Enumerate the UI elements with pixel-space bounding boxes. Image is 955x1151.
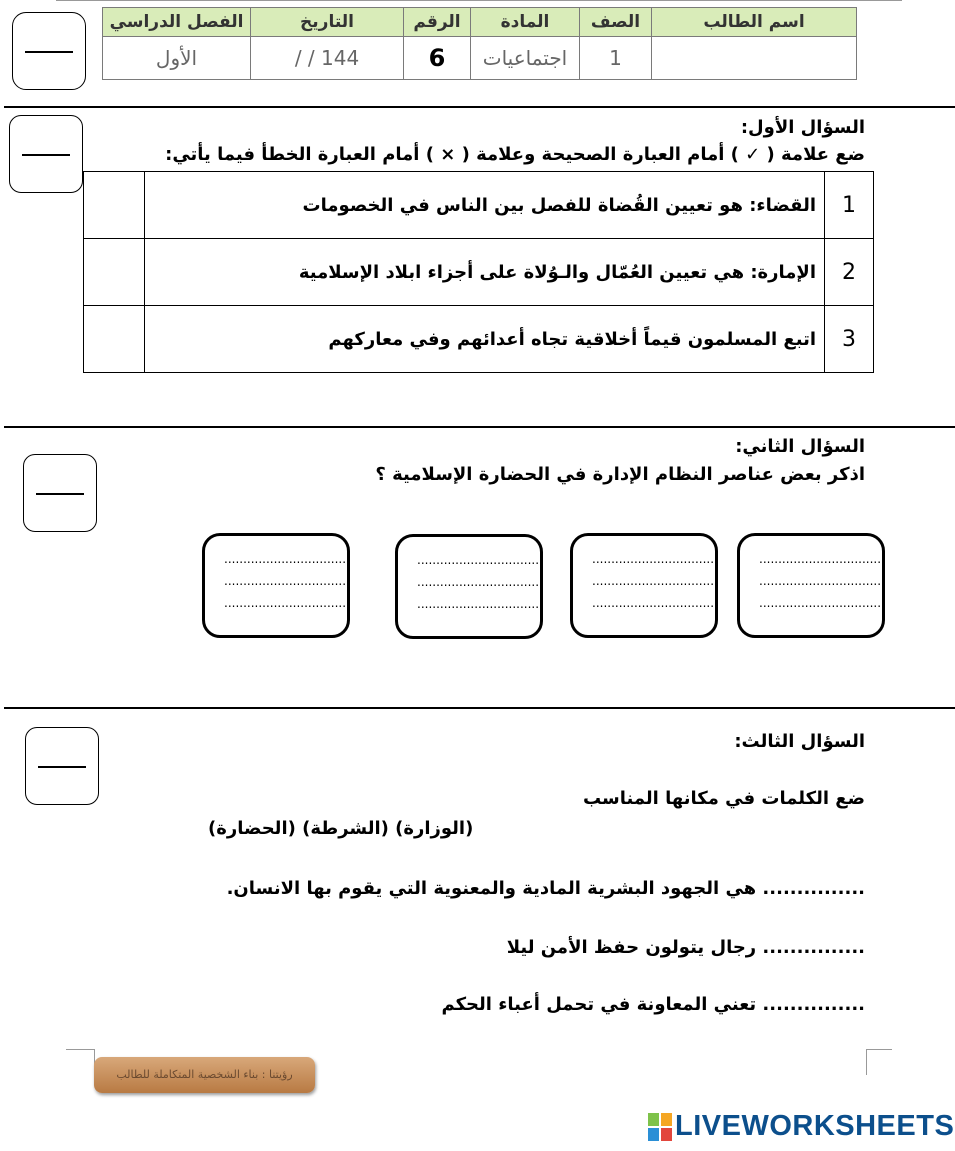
score-box-q3[interactable] xyxy=(25,727,99,805)
q1-table xyxy=(83,171,874,373)
divider-3 xyxy=(4,707,955,709)
score-box-q2[interactable] xyxy=(23,454,97,532)
student-info-table xyxy=(102,7,857,80)
student-name-value[interactable] xyxy=(652,37,857,80)
liveworksheets-icon xyxy=(648,1113,672,1141)
score-box-q1[interactable] xyxy=(9,115,83,193)
col-date-header: التاريخ xyxy=(251,8,404,37)
answer-cell[interactable] xyxy=(84,306,145,373)
q3-word-bank: (الوزارة) (الشرطة) (الحضارة) xyxy=(208,818,474,839)
divider-2 xyxy=(4,426,955,428)
q1-instruction: ضع علامة ( ✓ ) أمام العبارة الصحيحة وعلامة ( × ) أمام العبارة الخطأ فيما يأتي: xyxy=(165,144,865,165)
col-number-header: الرقم xyxy=(404,8,471,37)
row-number: 3 xyxy=(825,306,874,373)
q3-instruction: ضع الكلمات في مكانها المناسب xyxy=(582,788,865,809)
class-value: 1 xyxy=(580,37,652,80)
statement-text: اتبع المسلمون قيماً أخلاقية تجاه أعدائهم وفي معاركهم xyxy=(145,306,825,373)
q3-sentence-1[interactable]: ............... هي الجهود البشرية المادية والمعنوية التي يقوم بها الانسان. xyxy=(226,878,865,899)
col-class-header: الصف xyxy=(580,8,652,37)
q1-title: السؤال الأول: xyxy=(740,117,865,138)
q2-instruction: اذكر بعض عناصر النظام الإدارة في الحضارة الإسلامية ؟ xyxy=(375,464,865,485)
answer-cell[interactable] xyxy=(84,239,145,306)
score-box-total[interactable] xyxy=(12,12,86,90)
crop-mark-right xyxy=(866,1049,892,1050)
answer-box[interactable]: ................................ ................................ ................................ xyxy=(570,533,718,638)
answer-box[interactable]: ................................ ................................ ................................ xyxy=(395,534,543,639)
col-subject-header: المادة xyxy=(471,8,580,37)
number-value: 6 xyxy=(404,37,471,80)
semester-value: الأول xyxy=(103,37,251,80)
liveworksheets-logo[interactable] xyxy=(648,1110,954,1143)
top-border xyxy=(56,0,902,1)
row-number: 2 xyxy=(825,239,874,306)
q3-title: السؤال الثالث: xyxy=(734,731,865,752)
q3-sentence-2[interactable]: ............... رجال يتولون حفظ الأمن ليلا xyxy=(506,937,865,958)
row-number: 1 xyxy=(825,172,874,239)
col-student-name-header: اسم الطالب xyxy=(652,8,857,37)
answer-box[interactable]: ................................ ................................ ................................ xyxy=(737,533,885,638)
q2-title: السؤال الثاني: xyxy=(735,436,865,457)
subject-value: اجتماعيات xyxy=(471,37,580,80)
statement-text: القضاء: هو تعيين القُضاة للفصل بين الناس في الخصومات xyxy=(145,172,825,239)
col-semester-header: الفصل الدراسي xyxy=(103,8,251,37)
date-value: / / 144 xyxy=(251,37,404,80)
liveworksheets-logo-text: LIVEWORKSHEETS xyxy=(675,1110,955,1142)
school-motto-banner: رؤيتنا : بناء الشخصية المتكاملة للطالب xyxy=(94,1057,315,1093)
statement-text: الإمارة: هي تعيين العُمّال والـوُلاة على أجزاء ابلاد الإسلامية xyxy=(145,239,825,306)
answer-box[interactable]: ................................ ................................ ................................ xyxy=(202,533,350,638)
answer-cell[interactable] xyxy=(84,172,145,239)
crop-mark-right-v xyxy=(866,1049,867,1075)
divider-1 xyxy=(4,106,955,108)
crop-mark-left xyxy=(66,1049,94,1050)
q3-sentence-3[interactable]: ............... تعني المعاونة في تحمل أعباء الحكم xyxy=(441,994,865,1015)
